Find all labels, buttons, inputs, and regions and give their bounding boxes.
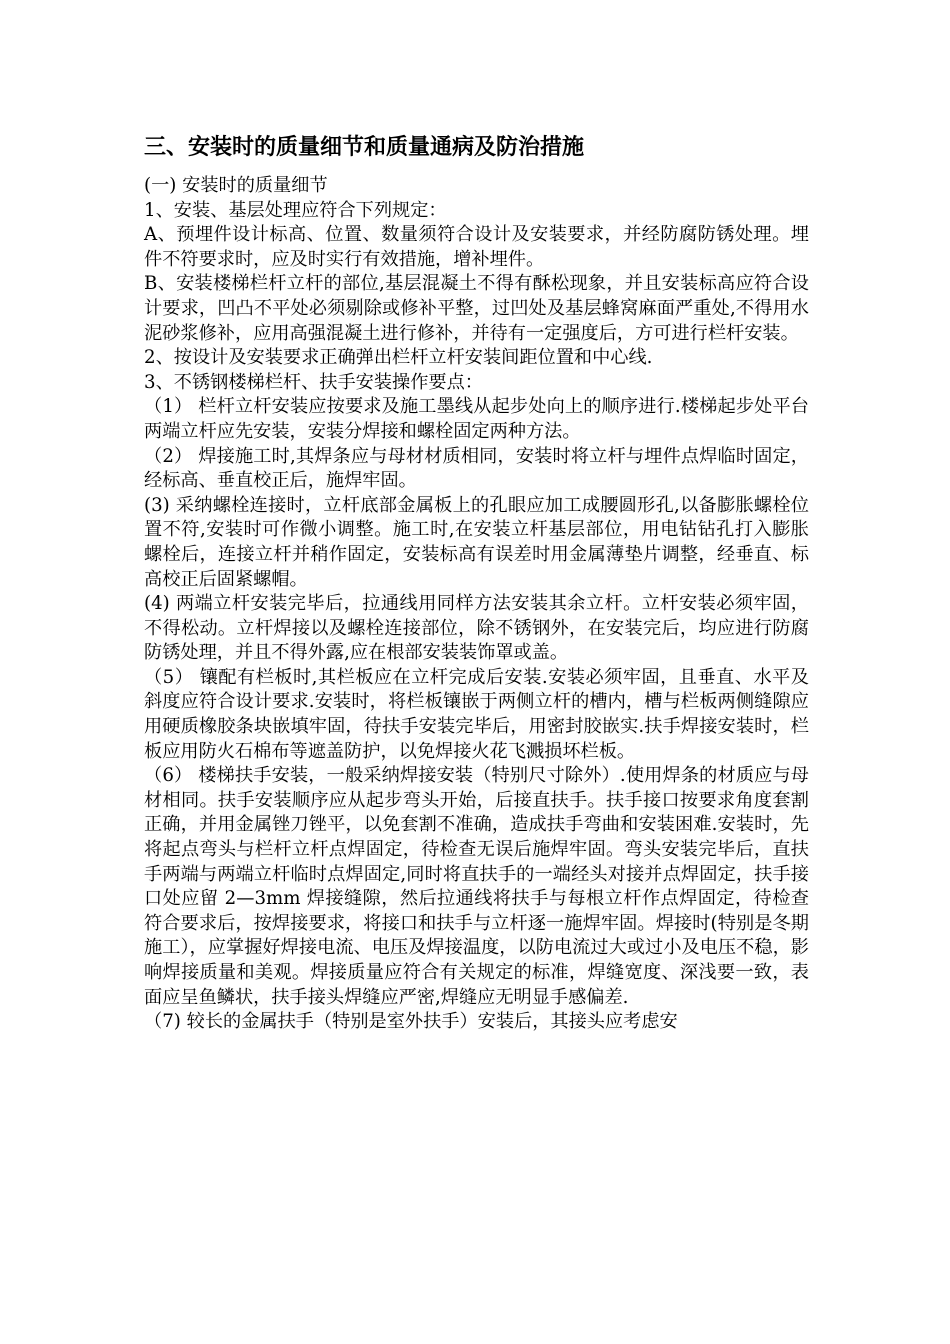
paragraph-step-1: （1） 栏杆立杆安装应按要求及施工墨线从起步处向上的顺序进行.楼梯起步处平台两端立杆应先安装，安装分焊接和螺栓固定两种方法。 <box>144 396 809 442</box>
section-heading: 三、安装时的质量细节和质量通病及防治措施 <box>144 134 585 160</box>
paragraph-item-1: 1、安装、基层处理应符合下列规定： <box>144 199 447 221</box>
paragraph-step-2: （2） 焊接施工时,其焊条应与母材材质相同，安装时将立杆与埋件点焊临时固定，经标高、垂直校正后，施焊牢固。 <box>144 445 809 492</box>
paragraph-item-3: 3、不锈钢楼梯栏杆、扶手安装操作要点： <box>144 371 483 393</box>
paragraph-item-2: 2、按设计及安装要求正确弹出栏杆立杆安装间距位置和中心线. <box>144 347 653 369</box>
paragraph-step-5: （5） 镶配有栏板时,其栏板应在立杆完成后安装.安装必须牢固，且垂直、水平及斜度应符合设计要求.安装时，将栏板镶嵌于两侧立杆的槽内，槽与栏板两侧缝隙应用硬质橡胶条块嵌填牢固，待扶手安装完毕后，用密封胶嵌实.扶手焊接安装时，栏板应用防火石棉布等遮盖防护，以免焊接火花飞溅损坏栏板。 <box>144 666 809 762</box>
paragraph-step-3: (3) 采纳螺栓连接时，立杆底部金属板上的孔眼应加工成腰圆形孔,以备膨胀螺栓位置不符,安装时可作微小调整。施工时,在安装立杆基层部位，用电钻钻孔打入膨胀螺栓后，连接立杆并稍作固定，安装标高有误差时用金属薄垫片调整，经垂直、标高校正后固紧螺帽。 <box>144 494 809 590</box>
paragraph-step-4: (4) 两端立杆安装完毕后，拉通线用同样方法安装其余立杆。立杆安装必须牢固，不得松动。立杆焊接以及螺栓连接部位，除不锈钢外，在安装完后，均应进行防腐防锈处理，并且不得外露,应在根部安装装饰罩或盖。 <box>144 593 809 664</box>
paragraph-item-b: B、安装楼梯栏杆立杆的部位,基层混凝土不得有酥松现象，并且安装标高应符合设计要求，凹凸不平处必须剔除或修补平整，过凹处及基层蜂窝麻面严重处,不得用水泥砂浆修补，应用高强混凝土进行修补，并待有一定强度后，方可进行栏杆安装。 <box>144 273 809 344</box>
paragraph-subsection-title: (一) 安装时的质量细节 <box>144 175 328 196</box>
paragraph-step-7: （7) 较长的金属扶手（特别是室外扶手）安装后，其接头应考虑安 <box>144 1011 678 1033</box>
paragraph-step-6: （6） 楼梯扶手安装，一般采纳焊接安装（特别尺寸除外）.使用焊条的材质应与母材相同。扶手安装顺序应从起步弯头开始，后接直扶手。扶手接口按要求角度套割正确，并用金属锉刀锉平，以免套割不准确，造成扶手弯曲和安装困难.安装时，先将起点弯头与栏杆立杆点焊固定，待检查无误后施焊牢固。弯头安装完毕后，直扶手两端与两端立杆临时点焊固定,同时将直扶手的一端经头对接并点焊固定，扶手接口处应留 2—3mm 焊接缝隙，然后拉通线将扶手与每根立杆作点焊固定，待检查符合要求后，按焊接要求，将接口和扶手与立杆逐一施焊牢固。焊接时(特别是冬期施工），应掌握好焊接电流、电压及焊接温度，以防电流过大或过小及电压不稳，影响焊接质量和美观。焊接质量应符合有关规定的标准，焊缝宽度、深浅要一致，表面应呈鱼鳞状，扶手接头焊缝应严密,焊缝应无明显手感偏差. <box>144 765 809 1008</box>
document-page <box>144 132 809 1035</box>
paragraph-item-a: A、预埋件设计标高、位置、数量须符合设计及安装要求，并经防腐防锈处理。埋件不符要求时，应及时实行有效措施，增补埋件。 <box>144 224 809 270</box>
